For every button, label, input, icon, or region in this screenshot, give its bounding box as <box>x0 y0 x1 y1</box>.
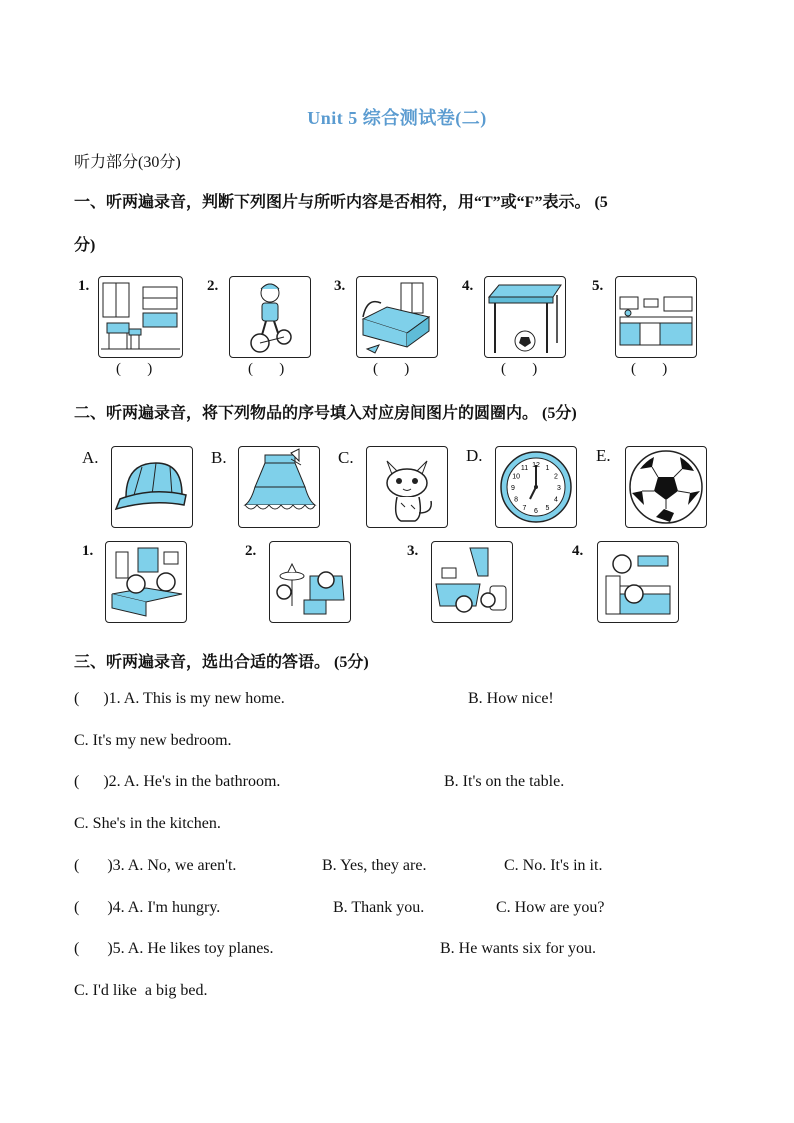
answer-paren[interactable]: ( ) <box>631 361 668 377</box>
answer-paren[interactable]: ( ) <box>116 361 153 377</box>
clock-numeral: 5 <box>545 504 550 512</box>
football-icon <box>625 446 707 528</box>
cat-icon <box>366 446 448 528</box>
clock-numeral: 2 <box>553 473 558 481</box>
section1-instruction: 一、听两遍录音，判断下列图片与所听内容是否相符，用“T”或“F”表示。 (5 <box>74 194 608 211</box>
table-with-ball-icon <box>484 276 566 358</box>
q3-option-a: ( )3. A. No, we aren't. <box>74 857 237 874</box>
q2-option-b: B. It's on the table. <box>444 773 565 790</box>
section1-instruction-cont: 分) <box>74 237 96 254</box>
clock-numeral: 8 <box>514 496 519 504</box>
clock-numeral: 7 <box>522 504 527 512</box>
clock-numeral: 10 <box>512 473 520 481</box>
q2-option-a: ( )2. A. He's in the bathroom. <box>74 773 281 790</box>
kitchen-icon <box>615 276 697 358</box>
item-number: 2. <box>207 278 219 294</box>
q1-option-a: ( )1. A. This is my new home. <box>74 690 285 707</box>
clock-numeral: 11 <box>520 465 529 473</box>
q2-option-c: C. She's in the kitchen. <box>74 815 221 832</box>
q1-option-c: C. It's my new bedroom. <box>74 732 232 749</box>
object-letter: C. <box>338 448 354 467</box>
item-number: 1. <box>78 278 90 294</box>
q4-option-a: ( )4. A. I'm hungry. <box>74 899 221 916</box>
answer-paren[interactable]: ( ) <box>248 361 285 377</box>
kitchen-room-icon <box>597 541 679 623</box>
page-title: Unit 5 综合测试卷(二) <box>307 108 487 128</box>
cap-icon <box>111 446 193 528</box>
living-room-icon <box>269 541 351 623</box>
answer-paren[interactable]: ( ) <box>501 361 538 377</box>
bedroom-bed-icon <box>356 276 438 358</box>
object-letter: B. <box>211 448 227 467</box>
item-number: 4. <box>462 278 474 294</box>
q5-option-c: C. I'd like a big bed. <box>74 982 208 999</box>
object-letter: E. <box>596 446 611 465</box>
q1-option-b: B. How nice! <box>468 690 554 707</box>
study-room-icon <box>98 276 183 358</box>
room-number: 1. <box>82 543 94 559</box>
clock-icon <box>495 446 577 528</box>
skirt-icon <box>238 446 320 528</box>
listening-header: 听力部分(30分) <box>74 154 181 171</box>
q3-option-b: B. Yes, they are. <box>322 857 427 874</box>
object-letter: A. <box>82 448 99 467</box>
item-number: 3. <box>334 278 346 294</box>
clock-numeral: 4 <box>553 496 558 504</box>
answer-paren[interactable]: ( ) <box>373 361 410 377</box>
section3-instruction: 三、听两遍录音，选出合适的答语。 (5分) <box>74 654 369 671</box>
boy-on-bike-icon <box>229 276 311 358</box>
clock-numeral: 3 <box>557 485 561 492</box>
clock-numeral: 12 <box>532 462 540 469</box>
section2-instruction: 二、听两遍录音，将下列物品的序号填入对应房间图片的圆圈内。 (5分) <box>74 405 577 422</box>
object-letter: D. <box>466 446 483 465</box>
q4-option-c: C. How are you? <box>496 899 605 916</box>
clock-numeral: 6 <box>534 508 538 515</box>
item-number: 5. <box>592 278 604 294</box>
bedroom-icon <box>105 541 187 623</box>
q5-option-b: B. He wants six for you. <box>440 940 596 957</box>
room-number: 3. <box>407 543 419 559</box>
room-number: 2. <box>245 543 257 559</box>
clock-numeral: 9 <box>511 485 515 492</box>
q5-option-a: ( )5. A. He likes toy planes. <box>74 940 274 957</box>
room-number: 4. <box>572 543 584 559</box>
q3-option-c: C. No. It's in it. <box>504 857 603 874</box>
q4-option-b: B. Thank you. <box>333 899 425 916</box>
clock-numeral: 1 <box>545 465 550 473</box>
bathroom-icon <box>431 541 513 623</box>
